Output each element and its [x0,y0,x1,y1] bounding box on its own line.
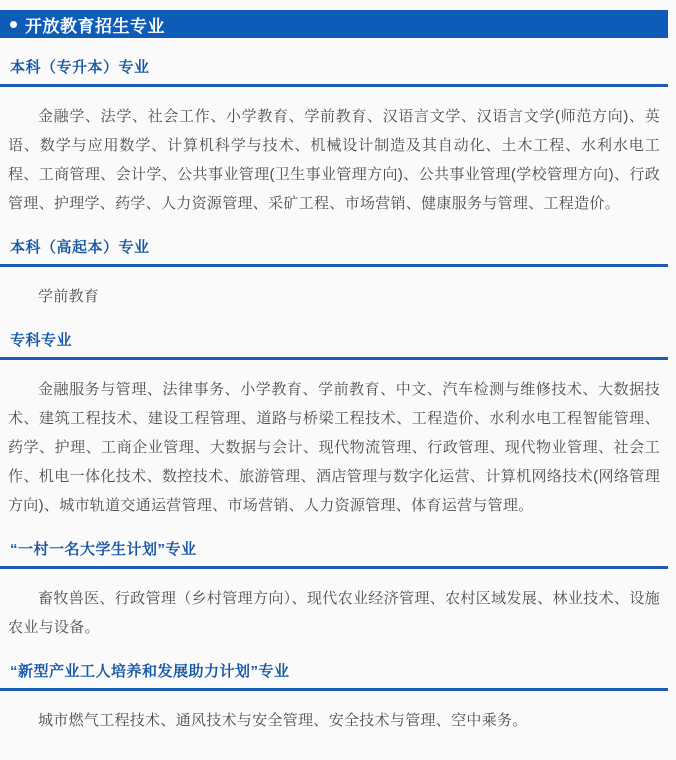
majors-paragraph-zhuanke: 金融服务与管理、法律事务、小学教育、学前教育、中文、汽车检测与维修技术、大数据技术、建筑工程技术、建设工程管理、道路与桥梁工程技术、工程造价、水利水电工程智能管理、药学、护理、工商企业管理、大数据与会计、现代物流管理、行政管理、现代物业管理、社会工作、机电一体化技术、数控技术、旅游管理、酒店管理与数字化运营、计算机网络技术(网络管理方向)、城市轨道交通运营管理、市场营销、人力资源管理、体育运营与管理。 [8,381,660,514]
majors-paragraph-benke-zhuanshengben: 金融学、法学、社会工作、小学教育、学前教育、汉语言文学、汉语言文学(师范方向)、英语、数学与应用数学、计算机科学与技术、机械设计制造及其自动化、土木工程、水利水电工程、工商管理、会计学、公共事业管理(卫生事业管理方向)、公共事业管理(学校管理方向)、行政管理、护理学、药学、人力资源管理、采矿工程、市场营销、健康服务与管理、工程造价。 [8,108,660,212]
section-header-bar [0,10,668,38]
section-heading-benke-zhuanshengben: 本科（专升本）专业 [0,60,668,87]
section-heading-yicun-plan: “一村一名大学生计划”专业 [0,542,668,569]
bullet-icon [10,21,17,28]
majors-paragraph-benke-gaoqiben: 学前教育 [38,288,100,305]
section-heading-zhuanke: 专科专业 [0,333,668,360]
page-container [0,10,668,735]
page-title: 开放教育招生专业 [25,16,165,36]
section-heading-benke-gaoqiben: 本科（高起本）专业 [0,240,668,267]
majors-paragraph-yicun-plan: 畜牧兽医、行政管理（乡村管理方向）、现代农业经济管理、农村区域发展、林业技术、设施农业与设备。 [8,590,660,636]
section-heading-xinxing-plan: “新型产业工人培养和发展助力计划”专业 [0,664,668,691]
majors-paragraph-xinxing-plan: 城市燃气工程技术、通风技术与安全管理、安全技术与管理、空中乘务。 [38,712,528,729]
